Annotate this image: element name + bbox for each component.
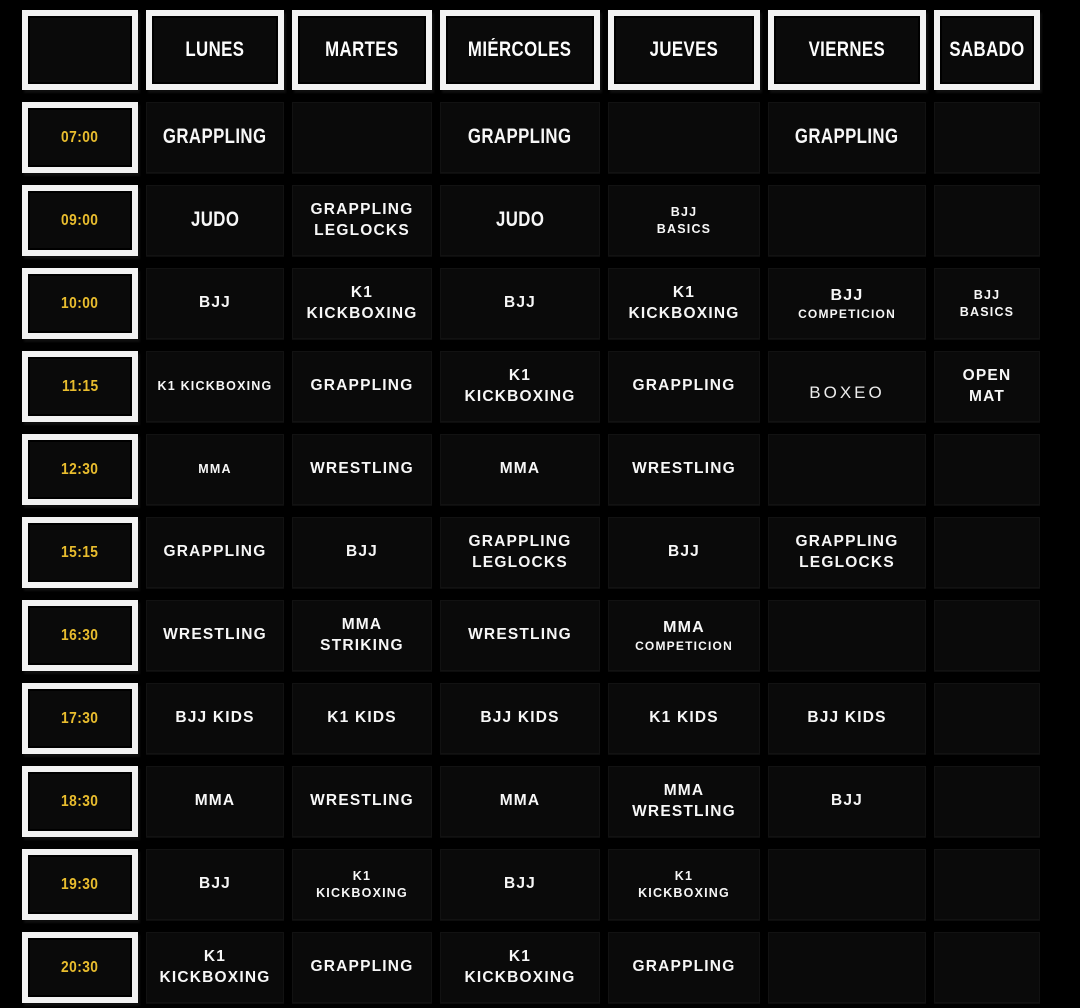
class-name-line: MMA xyxy=(194,792,236,810)
class-name-line: GRAPPLING xyxy=(163,543,267,561)
class-cell-jueves-1000 xyxy=(608,268,760,339)
corner-cell xyxy=(22,10,138,90)
time-cell-2030 xyxy=(22,932,138,1003)
class-name-line: GRAPPLING xyxy=(632,958,736,976)
time-label: 15:15 xyxy=(61,543,99,561)
time-cell-0700 xyxy=(22,102,138,173)
class-name-line: MMA xyxy=(663,618,705,636)
day-header-label: JUEVES xyxy=(649,38,719,61)
class-cell-miercoles-1115 xyxy=(440,351,600,422)
class-name-line: LEGLOCKS xyxy=(314,221,410,239)
class-name-line: JUDO xyxy=(190,208,240,232)
class-cell-martes-1515 xyxy=(292,517,432,588)
day-header-label: MIÉRCOLES xyxy=(468,38,572,61)
class-cell-miercoles-1830 xyxy=(440,766,600,837)
class-name-line: BJJ xyxy=(830,286,864,304)
class-name-line: MMA xyxy=(341,615,383,633)
class-name-line: BASICS xyxy=(656,221,712,236)
class-name-line: LEGLOCKS xyxy=(472,553,568,571)
class-cell-jueves-1830 xyxy=(608,766,760,837)
class-name-line: MMA xyxy=(198,462,232,477)
empty-cell-sabado-2030 xyxy=(934,932,1040,1003)
class-name-line: BASICS xyxy=(959,304,1015,319)
class-cell-miercoles-1630 xyxy=(440,600,600,671)
class-cell-lunes-1830 xyxy=(146,766,284,837)
class-name-line: BJJ KIDS xyxy=(480,709,560,727)
day-header-miercoles xyxy=(440,10,600,90)
class-name-line: MMA xyxy=(499,792,541,810)
empty-cell-sabado-1630 xyxy=(934,600,1040,671)
class-name-line: BJJ xyxy=(667,543,701,561)
class-name-line: BOXEO xyxy=(809,383,885,403)
class-name-line: GRAPPLING xyxy=(310,958,414,976)
class-name-line: KICKBOXING xyxy=(316,885,408,900)
time-label: 09:00 xyxy=(61,211,99,229)
class-cell-jueves-1515 xyxy=(608,517,760,588)
day-header-viernes xyxy=(768,10,926,90)
class-name-line: K1 xyxy=(508,366,532,384)
class-cell-miercoles-0900 xyxy=(440,185,600,256)
class-cell-lunes-1630 xyxy=(146,600,284,671)
time-cell-1000 xyxy=(22,268,138,339)
class-name-line: COMPETICION xyxy=(798,307,896,322)
time-cell-1515 xyxy=(22,517,138,588)
class-name-line: BJJ xyxy=(973,287,1001,302)
class-cell-martes-1115 xyxy=(292,351,432,422)
class-cell-lunes-1515 xyxy=(146,517,284,588)
empty-cell-sabado-1930 xyxy=(934,849,1040,920)
class-name-line: K1 xyxy=(672,283,696,301)
class-cell-martes-1630 xyxy=(292,600,432,671)
time-cell-1630 xyxy=(22,600,138,671)
class-cell-viernes-1115 xyxy=(768,351,926,422)
class-cell-jueves-1630 xyxy=(608,600,760,671)
class-name-line: GRAPPLING xyxy=(163,125,267,149)
day-header-sabado xyxy=(934,10,1040,90)
time-cell-1230 xyxy=(22,434,138,505)
empty-cell-viernes-2030 xyxy=(768,932,926,1003)
class-name-line: GRAPPLING xyxy=(468,125,572,149)
class-name-line: STRIKING xyxy=(320,636,404,654)
class-cell-miercoles-2030 xyxy=(440,932,600,1003)
class-name-line: GRAPPLING xyxy=(310,377,414,395)
class-cell-sabado-1000 xyxy=(934,268,1040,339)
class-cell-jueves-2030 xyxy=(608,932,760,1003)
class-name-line: K1 xyxy=(674,868,694,883)
class-schedule-table xyxy=(22,10,1040,1003)
class-cell-lunes-0900 xyxy=(146,185,284,256)
class-name-line: BJJ KIDS xyxy=(175,709,255,727)
class-cell-lunes-1230 xyxy=(146,434,284,505)
class-name-line: KICKBOXING xyxy=(464,387,576,405)
empty-cell-sabado-0700 xyxy=(934,102,1040,173)
class-cell-sabado-1115 xyxy=(934,351,1040,422)
class-name-line: COMPETICION xyxy=(635,639,733,654)
time-cell-0900 xyxy=(22,185,138,256)
class-cell-lunes-2030 xyxy=(146,932,284,1003)
day-header-jueves xyxy=(608,10,760,90)
class-name-line: KICKBOXING xyxy=(306,304,418,322)
class-name-line: LEGLOCKS xyxy=(799,553,895,571)
class-cell-lunes-1930 xyxy=(146,849,284,920)
class-cell-jueves-1230 xyxy=(608,434,760,505)
class-name-line: GRAPPLING xyxy=(632,377,736,395)
class-cell-jueves-1930 xyxy=(608,849,760,920)
class-name-line: KICKBOXING xyxy=(464,968,576,986)
class-name-line: WRESTLING xyxy=(310,460,414,478)
time-label: 16:30 xyxy=(61,626,99,644)
empty-cell-sabado-1730 xyxy=(934,683,1040,754)
class-cell-viernes-1000 xyxy=(768,268,926,339)
class-name-line: OPEN xyxy=(962,366,1012,384)
class-cell-jueves-0900 xyxy=(608,185,760,256)
class-name-line: K1 xyxy=(350,283,374,301)
empty-cell-viernes-1630 xyxy=(768,600,926,671)
class-name-line: MMA xyxy=(663,781,705,799)
time-cell-1730 xyxy=(22,683,138,754)
class-name-line: BJJ xyxy=(198,875,232,893)
class-name-line: KICKBOXING xyxy=(628,304,740,322)
empty-cell-viernes-0900 xyxy=(768,185,926,256)
class-name-line: BJJ xyxy=(670,204,698,219)
class-cell-lunes-1000 xyxy=(146,268,284,339)
class-cell-viernes-1730 xyxy=(768,683,926,754)
class-name-line: BJJ xyxy=(830,792,864,810)
day-header-martes xyxy=(292,10,432,90)
class-cell-miercoles-1000 xyxy=(440,268,600,339)
day-header-label: SABADO xyxy=(949,38,1025,61)
day-header-label: VIERNES xyxy=(808,38,886,61)
class-cell-martes-1930 xyxy=(292,849,432,920)
class-name-line: BJJ xyxy=(345,543,379,561)
time-cell-1115 xyxy=(22,351,138,422)
class-name-line: WRESTLING xyxy=(163,626,267,644)
empty-cell-viernes-1930 xyxy=(768,849,926,920)
class-name-line: WRESTLING xyxy=(310,792,414,810)
class-cell-martes-1730 xyxy=(292,683,432,754)
time-label: 17:30 xyxy=(61,709,99,727)
class-cell-martes-1830 xyxy=(292,766,432,837)
time-label: 10:00 xyxy=(61,294,99,312)
class-cell-martes-2030 xyxy=(292,932,432,1003)
class-cell-miercoles-1230 xyxy=(440,434,600,505)
time-cell-1930 xyxy=(22,849,138,920)
class-name-line: K1 KIDS xyxy=(327,709,397,727)
time-cell-1830 xyxy=(22,766,138,837)
day-header-label: MARTES xyxy=(325,38,399,61)
time-label: 20:30 xyxy=(61,958,99,976)
class-name-line: MMA xyxy=(499,460,541,478)
class-name-line: GRAPPLING xyxy=(795,125,899,149)
time-label: 18:30 xyxy=(61,792,99,810)
class-cell-miercoles-1515 xyxy=(440,517,600,588)
empty-cell-martes-0700 xyxy=(292,102,432,173)
class-name-line: BJJ xyxy=(503,294,537,312)
empty-cell-sabado-1230 xyxy=(934,434,1040,505)
empty-cell-viernes-1230 xyxy=(768,434,926,505)
class-cell-miercoles-0700 xyxy=(440,102,600,173)
empty-cell-sabado-1515 xyxy=(934,517,1040,588)
class-name-line: GRAPPLING xyxy=(310,200,414,218)
class-name-line: KICKBOXING xyxy=(638,885,730,900)
day-header-label: LUNES xyxy=(185,38,245,61)
empty-cell-sabado-1830 xyxy=(934,766,1040,837)
class-name-line: BJJ xyxy=(198,294,232,312)
class-name-line: BJJ KIDS xyxy=(807,709,887,727)
time-label: 12:30 xyxy=(61,460,99,478)
class-name-line: K1 KICKBOXING xyxy=(157,379,273,394)
time-label: 07:00 xyxy=(61,128,99,146)
time-label: 19:30 xyxy=(61,875,99,893)
class-cell-martes-1230 xyxy=(292,434,432,505)
class-name-line: WRESTLING xyxy=(632,460,736,478)
class-cell-lunes-1115 xyxy=(146,351,284,422)
day-header-lunes xyxy=(146,10,284,90)
class-name-line: K1 xyxy=(352,868,372,883)
class-cell-miercoles-1730 xyxy=(440,683,600,754)
class-cell-jueves-1115 xyxy=(608,351,760,422)
class-cell-lunes-1730 xyxy=(146,683,284,754)
class-cell-martes-0900 xyxy=(292,185,432,256)
empty-cell-sabado-0900 xyxy=(934,185,1040,256)
class-cell-viernes-1830 xyxy=(768,766,926,837)
class-cell-lunes-0700 xyxy=(146,102,284,173)
class-name-line: MAT xyxy=(968,387,1006,405)
class-name-line: WRESTLING xyxy=(632,802,736,820)
class-cell-martes-1000 xyxy=(292,268,432,339)
class-cell-jueves-1730 xyxy=(608,683,760,754)
class-name-line: GRAPPLING xyxy=(795,532,899,550)
class-name-line: WRESTLING xyxy=(468,626,572,644)
class-name-line: K1 xyxy=(203,947,227,965)
class-name-line: KICKBOXING xyxy=(159,968,271,986)
empty-cell-jueves-0700 xyxy=(608,102,760,173)
class-name-line: K1 xyxy=(508,947,532,965)
class-cell-viernes-0700 xyxy=(768,102,926,173)
class-cell-miercoles-1930 xyxy=(440,849,600,920)
time-label: 11:15 xyxy=(61,377,99,395)
class-name-line: JUDO xyxy=(495,208,545,232)
class-cell-viernes-1515 xyxy=(768,517,926,588)
class-name-line: BJJ xyxy=(503,875,537,893)
class-name-line: GRAPPLING xyxy=(468,532,572,550)
class-name-line: K1 KIDS xyxy=(649,709,719,727)
